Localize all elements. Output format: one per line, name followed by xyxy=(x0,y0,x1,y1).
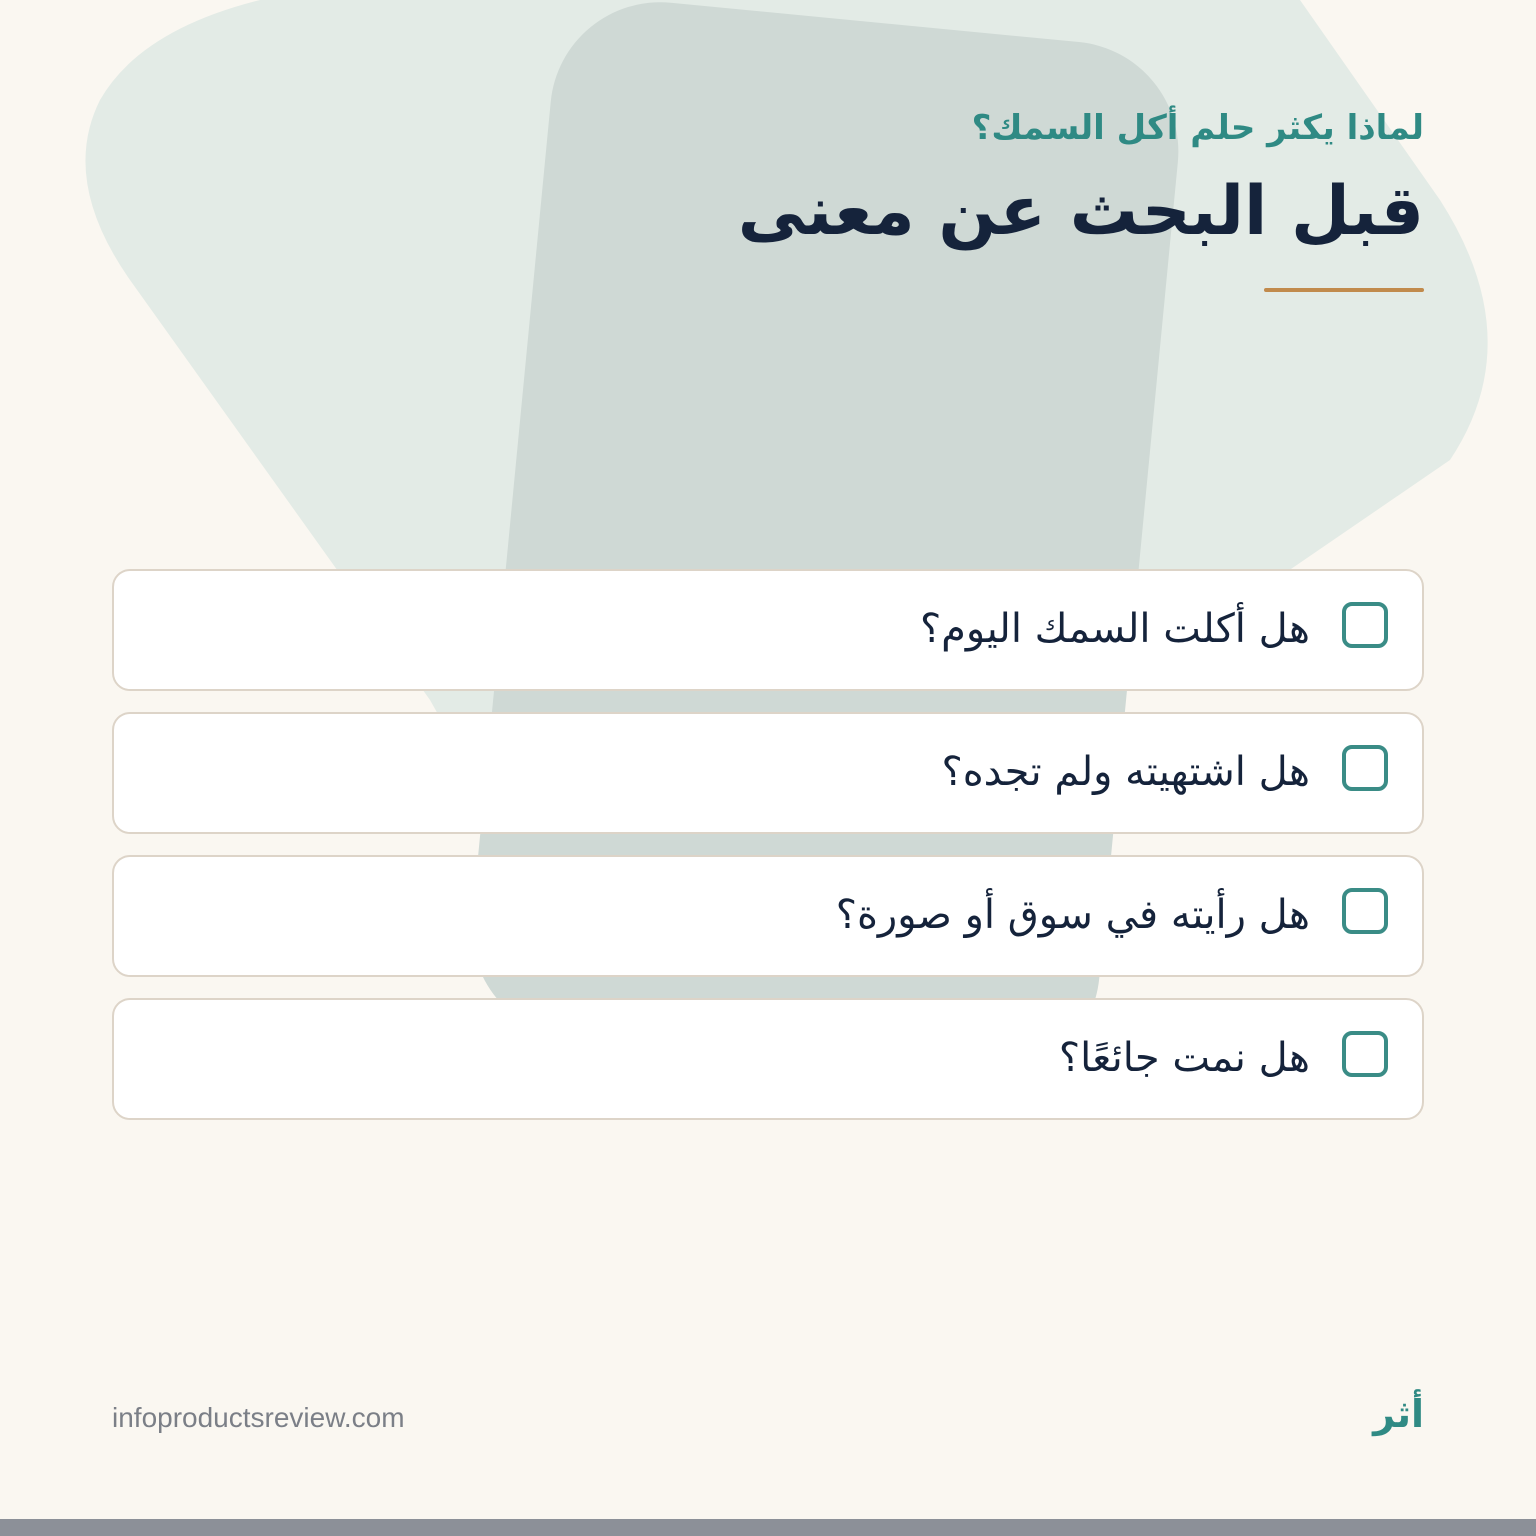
checkbox[interactable] xyxy=(1342,602,1388,648)
checklist xyxy=(112,569,1424,1141)
site-domain: infoproductsreview.com xyxy=(112,1402,405,1433)
checklist-item-label: هل رأيته في سوق أو صورة؟ xyxy=(835,892,1310,938)
checklist-item-label: هل اشتهيته ولم تجده؟ xyxy=(941,749,1310,795)
checklist-item-label: هل أكلت السمك اليوم؟ xyxy=(919,606,1310,652)
page-title: قبل البحث عن معنى xyxy=(737,172,1424,251)
bottom-bar xyxy=(0,1519,1536,1536)
checkbox[interactable] xyxy=(1342,888,1388,934)
checklist-item[interactable] xyxy=(112,998,1424,1120)
title-underline xyxy=(1264,288,1424,292)
checkbox[interactable] xyxy=(1342,745,1388,791)
checklist-item[interactable] xyxy=(112,569,1424,691)
checkbox[interactable] xyxy=(1342,1031,1388,1077)
subtitle: لماذا يكثر حلم أكل السمك؟ xyxy=(971,108,1424,148)
checklist-item[interactable] xyxy=(112,855,1424,977)
checklist-item[interactable] xyxy=(112,712,1424,834)
checklist-item-label: هل نمت جائعًا؟ xyxy=(1058,1035,1310,1081)
brand-logo: أثر xyxy=(1373,1392,1424,1436)
